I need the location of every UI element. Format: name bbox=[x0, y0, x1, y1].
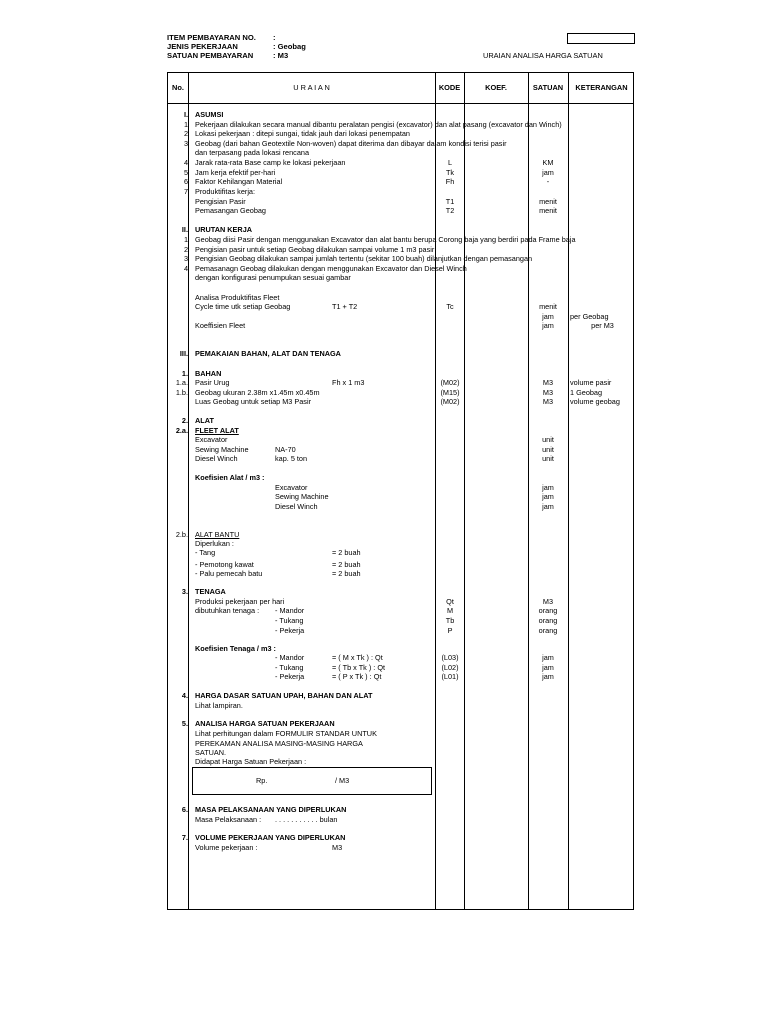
table-row bbox=[168, 691, 635, 701]
row-description: Analisa Produktifitas Fleet bbox=[195, 293, 280, 302]
item-pembayaran-label: ITEM PEMBAYARAN NO. bbox=[167, 33, 256, 42]
row-description: SATUAN. bbox=[195, 748, 227, 757]
row-description: Sewing Machine bbox=[195, 445, 249, 454]
row-description: Koeffisien Fleet bbox=[195, 321, 246, 330]
table-row bbox=[168, 148, 635, 158]
row-code: Qt bbox=[446, 597, 454, 606]
table-row bbox=[168, 110, 635, 120]
row-description: Lihat lampiran. bbox=[195, 701, 243, 710]
row-detail: Excavator bbox=[275, 483, 308, 492]
row-unit: M3 bbox=[542, 397, 554, 406]
satuan-pembayaran-label: SATUAN PEMBAYARAN bbox=[167, 51, 254, 60]
table-row bbox=[168, 548, 635, 558]
row-unit: menit bbox=[539, 197, 557, 206]
row-number: 4. bbox=[181, 691, 188, 700]
row-unit: menit bbox=[539, 206, 557, 215]
row-detail: - Tukang bbox=[275, 663, 304, 672]
row-description: Cycle time utk setiap Geobag bbox=[195, 302, 291, 311]
row-number: 2.b. bbox=[175, 530, 188, 539]
table-row bbox=[168, 492, 635, 502]
table-row bbox=[168, 435, 635, 445]
table-row bbox=[168, 757, 635, 767]
table-row bbox=[168, 158, 635, 168]
row-formula: = 2 buah bbox=[332, 560, 361, 569]
row-unit: orang bbox=[538, 606, 558, 615]
header-row-divider bbox=[168, 103, 633, 104]
row-description: Didapat Harga Satuan Pekerjaan : bbox=[195, 757, 307, 766]
row-description: Lokasi pekerjaan : ditepi sungai, tidak jauh dari lokasi penempatan bbox=[195, 129, 410, 138]
row-unit: M3 bbox=[542, 388, 554, 397]
row-code: (M15) bbox=[440, 388, 460, 397]
row-unit: jam bbox=[542, 663, 554, 672]
row-description: Pengisian pasir untuk setiap Geobag dilakukan sampai volume 1 m3 pasir bbox=[195, 245, 435, 254]
row-code: Tb bbox=[445, 616, 455, 625]
row-detail: - Mandor bbox=[275, 606, 305, 615]
price-unit-label: / M3 bbox=[335, 776, 350, 785]
row-code: (M02) bbox=[440, 378, 460, 387]
row-formula: = 2 buah bbox=[332, 569, 361, 578]
table-row bbox=[168, 843, 635, 853]
row-description: Jam kerja efektif per-hari bbox=[195, 168, 276, 177]
table-row bbox=[168, 397, 635, 407]
row-description: Koefisien Alat / m3 : bbox=[195, 473, 265, 482]
satuan-pembayaran-value: : M3 bbox=[273, 51, 289, 60]
table-row bbox=[168, 225, 635, 235]
row-description: - Tang bbox=[195, 548, 216, 557]
table-row bbox=[168, 833, 635, 843]
row-number: 2 bbox=[183, 245, 188, 254]
col-header-satuan: SATUAN bbox=[532, 83, 564, 92]
table-row bbox=[168, 626, 635, 636]
row-detail: - Mandor bbox=[275, 653, 305, 662]
row-note: volume geobag bbox=[570, 397, 620, 406]
row-formula: = 2 buah bbox=[332, 548, 361, 557]
table-row bbox=[168, 606, 635, 616]
row-code: L bbox=[447, 158, 453, 167]
table-row bbox=[168, 378, 635, 388]
row-unit: jam bbox=[542, 312, 554, 321]
row-formula: = ( Tb x Tk ) : Qt bbox=[332, 663, 386, 672]
row-number: 5 bbox=[183, 168, 188, 177]
row-detail: Sewing Machine bbox=[275, 492, 329, 501]
jenis-pekerjaan-label: JENIS PEKERJAAN bbox=[167, 42, 238, 51]
row-number: 4 bbox=[183, 264, 188, 273]
table-row bbox=[168, 187, 635, 197]
table-row bbox=[168, 349, 635, 359]
row-description: PEMAKAIAN BAHAN, ALAT DAN TENAGA bbox=[195, 349, 341, 358]
row-description: Volume pekerjaan : bbox=[195, 843, 258, 852]
row-description: HARGA DASAR SATUAN UPAH, BAHAN DAN ALAT bbox=[195, 691, 373, 700]
row-description: Jarak rata-rata Base camp ke lokasi pekerjaan bbox=[195, 158, 346, 167]
row-code: M bbox=[446, 606, 454, 615]
row-code: (L01) bbox=[441, 672, 459, 681]
row-formula: Fh x 1 m3 bbox=[332, 378, 365, 387]
col-header-koef: KOEF. bbox=[485, 83, 507, 92]
table-row bbox=[168, 177, 635, 187]
row-description: Faktor Kehilangan Material bbox=[195, 177, 283, 186]
row-unit: unit bbox=[542, 435, 554, 444]
form-header bbox=[167, 33, 467, 65]
row-description: FLEET ALAT bbox=[195, 426, 239, 435]
row-description: - Pemotong kawat bbox=[195, 560, 254, 569]
row-unit: jam bbox=[542, 502, 554, 511]
row-description: ASUMSI bbox=[195, 110, 224, 119]
row-description: Diesel Winch bbox=[195, 454, 238, 463]
row-unit: jam bbox=[542, 492, 554, 501]
price-rp-label: Rp. bbox=[256, 776, 268, 785]
row-description: Pemasangan Geobag bbox=[195, 206, 266, 215]
row-unit: menit bbox=[539, 302, 557, 311]
row-number: 4 bbox=[183, 158, 188, 167]
row-detail: - Pekerja bbox=[275, 672, 305, 681]
row-description: dibutuhkan tenaga : bbox=[195, 606, 260, 615]
row-formula: M3 bbox=[332, 843, 343, 852]
row-description: Luas Geobag untuk setiap M3 Pasir bbox=[195, 397, 312, 406]
row-description: dengan konfigurasi penumpukan sesuai gambar bbox=[195, 273, 351, 282]
row-number: 3. bbox=[181, 587, 188, 596]
row-code: T1 bbox=[445, 197, 455, 206]
table-row bbox=[168, 502, 635, 512]
row-code: Tc bbox=[446, 302, 454, 311]
col-header-no: No. bbox=[172, 83, 184, 92]
row-description: dan terpasang pada lokasi rencana bbox=[195, 148, 309, 157]
table-row bbox=[168, 206, 635, 216]
row-unit: orang bbox=[538, 616, 558, 625]
table-row bbox=[168, 805, 635, 815]
row-number: 1. bbox=[181, 369, 188, 378]
row-description: Geobag (dari bahan Geotextile Non-woven) dapat diterima dan dibayar dalam kondisi terisi pasir bbox=[195, 139, 507, 148]
row-code: (L02) bbox=[441, 663, 459, 672]
table-row bbox=[168, 815, 635, 825]
table-row bbox=[168, 672, 635, 682]
row-unit: jam bbox=[542, 321, 554, 330]
row-description: Koefisien Tenaga / m3 : bbox=[195, 644, 276, 653]
row-unit: M3 bbox=[542, 597, 554, 606]
row-description: TENAGA bbox=[195, 587, 226, 596]
row-description: Produksi pekerjaan per hari bbox=[195, 597, 285, 606]
row-description: URUTAN KERJA bbox=[195, 225, 253, 234]
row-number: 3 bbox=[183, 139, 188, 148]
analysis-table bbox=[167, 72, 634, 910]
row-number: 3 bbox=[183, 254, 188, 263]
table-row bbox=[168, 473, 635, 483]
row-description: Masa Pelaksanaan : bbox=[195, 815, 262, 824]
row-description: ALAT bbox=[195, 416, 214, 425]
row-description: Geobag ukuran 2.38m x1.45m x0.45m bbox=[195, 388, 320, 397]
row-code: Tk bbox=[445, 168, 455, 177]
table-row bbox=[168, 235, 635, 245]
row-code: (M02) bbox=[440, 397, 460, 406]
row-unit: unit bbox=[542, 454, 554, 463]
row-number: 1 bbox=[183, 235, 188, 244]
row-unit: jam bbox=[542, 672, 554, 681]
row-number: 2. bbox=[181, 416, 188, 425]
row-description: Lihat perhitungan dalam FORMULIR STANDAR UNTUK bbox=[195, 729, 377, 738]
table-row bbox=[168, 701, 635, 711]
table-row bbox=[168, 302, 635, 312]
table-row bbox=[168, 653, 635, 663]
table-row bbox=[168, 719, 635, 729]
row-unit: KM bbox=[542, 158, 554, 167]
row-unit: jam bbox=[542, 483, 554, 492]
row-unit: - bbox=[546, 177, 550, 186]
row-unit: jam bbox=[542, 168, 554, 177]
table-row bbox=[168, 254, 635, 264]
row-unit: orang bbox=[538, 626, 558, 635]
table-row bbox=[168, 569, 635, 579]
row-formula: = ( P x Tk ) : Qt bbox=[332, 672, 382, 681]
row-description: Excavator bbox=[195, 435, 228, 444]
row-description: Pengisian Geobag dilakukan sampai jumlah tertentu (sekitar 100 buah) dilanjutkan dengan pemasangan bbox=[195, 254, 533, 263]
row-description: Diperlukan : bbox=[195, 539, 234, 548]
table-row bbox=[168, 587, 635, 597]
row-unit: jam bbox=[542, 653, 554, 662]
row-detail: - Pekerja bbox=[275, 626, 305, 635]
row-number: 6 bbox=[183, 177, 188, 186]
row-unit: unit bbox=[542, 445, 554, 454]
page-title: URAIAN ANALISA HARGA SATUAN bbox=[483, 51, 603, 60]
row-description: MASA PELAKSANAAN YANG DIPERLUKAN bbox=[195, 805, 347, 814]
row-detail: NA-70 bbox=[275, 445, 296, 454]
col-header-kode: KODE bbox=[438, 83, 461, 92]
row-formula: T1 + T2 bbox=[332, 302, 358, 311]
row-unit: M3 bbox=[542, 378, 554, 387]
row-number: III. bbox=[179, 349, 188, 358]
row-detail: kap. 5 ton bbox=[275, 454, 308, 463]
item-pembayaran-value: : bbox=[273, 33, 276, 42]
row-code: P bbox=[447, 626, 453, 635]
table-row bbox=[168, 321, 635, 331]
row-number: 2.a. bbox=[175, 426, 188, 435]
row-number: 7 bbox=[183, 187, 188, 196]
row-formula: . . . . . . . . . . . bulan bbox=[275, 815, 338, 824]
row-description: VOLUME PEKERJAAN YANG DIPERLUKAN bbox=[195, 833, 346, 842]
unit-price-box bbox=[192, 767, 432, 795]
table-row bbox=[168, 416, 635, 426]
row-number: 2 bbox=[183, 129, 188, 138]
row-code: T2 bbox=[445, 206, 455, 215]
row-description: BAHAN bbox=[195, 369, 222, 378]
reference-box bbox=[567, 33, 635, 44]
row-number: 5. bbox=[181, 719, 188, 728]
row-detail: - Tukang bbox=[275, 616, 304, 625]
row-description: Pekerjaan dilakukan secara manual dibantu peralatan pengisi (excavator) dan alat pasang (excavator dan Winch) bbox=[195, 120, 562, 129]
row-number: 6. bbox=[181, 805, 188, 814]
row-note: 1 Geobag bbox=[570, 388, 603, 397]
row-description: Pengisian Pasir bbox=[195, 197, 246, 206]
table-row bbox=[168, 454, 635, 464]
row-note: volume pasir bbox=[570, 378, 612, 387]
row-description: ANALISA HARGA SATUAN PEKERJAAN bbox=[195, 719, 335, 728]
table-row bbox=[168, 616, 635, 626]
row-description: - Palu pemecah batu bbox=[195, 569, 263, 578]
row-description: ALAT BANTU bbox=[195, 530, 240, 539]
row-description: PEREKAMAN ANALISA MASING-MASING HARGA bbox=[195, 739, 363, 748]
row-description: Pemasanagn Geobag dilakukan dengan menggunakan Excavator dan Diesel Winch bbox=[195, 264, 467, 273]
row-number: 1.b. bbox=[175, 388, 188, 397]
row-note: per M3 bbox=[591, 321, 614, 330]
jenis-pekerjaan-value: : Geobag bbox=[273, 42, 306, 51]
col-header-keterangan: KETERANGAN bbox=[575, 83, 628, 92]
row-number: II. bbox=[181, 225, 188, 234]
row-code: (L03) bbox=[441, 653, 459, 662]
row-number: 1 bbox=[183, 120, 188, 129]
table-row bbox=[168, 729, 635, 739]
row-formula: = ( M x Tk ) : Qt bbox=[332, 653, 383, 662]
row-description: Pasir Urug bbox=[195, 378, 230, 387]
row-code: Fh bbox=[445, 177, 455, 186]
row-number: I. bbox=[183, 110, 188, 119]
row-description: Geobag diisi Pasir dengan menggunakan Excavator dan alat bantu berupa Corong baja yang berdiri pada Frame baja bbox=[195, 235, 576, 244]
row-description: Produktifitas kerja: bbox=[195, 187, 256, 196]
table-row bbox=[168, 129, 635, 139]
table-row bbox=[168, 273, 635, 283]
row-number: 7. bbox=[181, 833, 188, 842]
row-note: per Geobag bbox=[570, 312, 609, 321]
row-number: 1.a. bbox=[175, 378, 188, 387]
row-detail: Diesel Winch bbox=[275, 502, 318, 511]
col-header-uraian: U R A I A N bbox=[293, 83, 330, 92]
